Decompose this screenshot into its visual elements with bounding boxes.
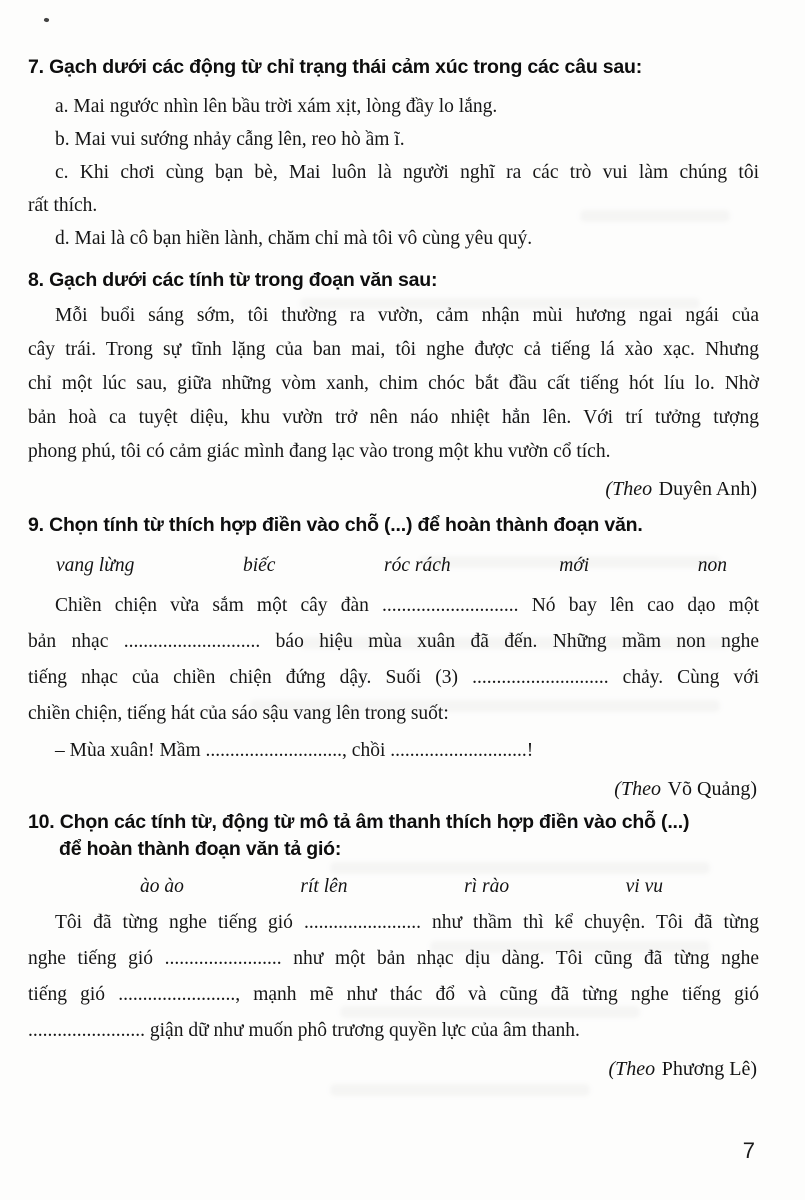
exercise-10-paragraph-line: Tôi đã từng nghe tiếng gió ........................ như thầm thì kể chuyện. Tôi đã từng bbox=[55, 912, 759, 933]
exercise-10-paragraph-line: nghe tiếng gió ........................ như một bản nhạc dịu dàng. Tôi cũng đã từng nghe bbox=[28, 948, 759, 969]
word-bank-option: non bbox=[697, 555, 727, 576]
word-bank bbox=[140, 873, 663, 901]
exercise-9 bbox=[28, 512, 759, 806]
word-bank-option: rì rào bbox=[464, 876, 510, 897]
attribution-theo-label: (Theo bbox=[605, 478, 653, 500]
exercise-9-paragraph-line: bản nhạc ............................ báo hiệu mùa xuân đã đến. Những mầm non nghe bbox=[28, 631, 759, 652]
exercise-7-item-c-line-1: c. Khi chơi cùng bạn bè, Mai luôn là người nghĩ ra các trò vui làm chúng tôi bbox=[55, 162, 759, 183]
word-bank bbox=[56, 552, 727, 580]
attribution-theo-label: (Theo bbox=[614, 778, 661, 800]
exercise-8-paragraph-line: phong phú, tôi có cảm giác mình đang lạc vào trong một khu vườn cổ tích. bbox=[28, 441, 611, 462]
word-bank-option: ào ào bbox=[140, 876, 184, 897]
exercise-7-heading: 7. Gạch dưới các động từ chỉ trạng thái cảm xúc trong các câu sau: bbox=[28, 56, 643, 78]
exercise-8-paragraph-line: cây trái. Trong sự tĩnh lặng của ban mai, tôi nghe được cả tiếng lá xào xạc. Nhưng bbox=[28, 339, 759, 360]
word-bank-option: vang lừng bbox=[56, 555, 135, 576]
exercise-7-item-c-line-2: rất thích. bbox=[28, 195, 98, 216]
exercise-7 bbox=[28, 54, 759, 255]
attribution-author-name: Võ Quảng) bbox=[667, 778, 757, 800]
attribution-duyen-anh bbox=[28, 472, 757, 506]
exercise-8-paragraph-line: Mỗi buổi sáng sớm, tôi thường ra vườn, cảm nhận mùi hương ngai ngái của bbox=[55, 305, 759, 326]
exercise-10-heading-line-2: để hoàn thành đoạn văn tả gió: bbox=[59, 838, 342, 860]
word-bank-option: róc rách bbox=[384, 555, 451, 576]
exercise-8-paragraph-line: chỉ một lúc sau, giữa những vòm xanh, chim chóc bắt đầu cất tiếng hót líu lo. Nhờ bbox=[28, 373, 759, 394]
exercise-10 bbox=[28, 809, 759, 1086]
exercise-8-heading: 8. Gạch dưới các tính từ trong đoạn văn sau: bbox=[28, 269, 438, 291]
word-bank-option: mới bbox=[559, 555, 590, 576]
attribution-vo-quang bbox=[28, 772, 757, 806]
attribution-author-name: Duyên Anh) bbox=[658, 478, 757, 500]
word-bank-option: vi vu bbox=[625, 876, 663, 897]
page-number: 7 bbox=[742, 1138, 755, 1163]
exercise-8-paragraph-line: bản hoà ca tuyệt diệu, khu vườn trở nên náo nhiệt hẳn lên. Với trí tưởng tượng bbox=[28, 407, 759, 428]
word-bank-option: biếc bbox=[242, 555, 276, 576]
exercise-7-item-b: b. Mai vui sướng nhảy cẫng lên, reo hò ầm ĩ. bbox=[55, 129, 405, 150]
exercise-9-heading: 9. Chọn tính từ thích hợp điền vào chỗ (...) để hoàn thành đoạn văn. bbox=[28, 514, 643, 536]
exercise-10-heading bbox=[28, 809, 759, 863]
exercise-10-paragraph-line: tiếng gió ........................, mạnh mẽ như thác đổ và cũng đã từng nghe tiếng gió bbox=[28, 984, 759, 1005]
page-content bbox=[28, 0, 759, 1089]
word-bank-option: rít lên bbox=[300, 876, 348, 897]
exercise-9-paragraph-line: chiền chiện, tiếng hát của sáo sậu vang lên trong suốt: bbox=[28, 703, 449, 724]
exercise-8 bbox=[28, 267, 759, 506]
exercise-10-heading-line-1: 10. Chọn các tính từ, động từ mô tả âm thanh thích hợp điền vào chỗ (...) bbox=[28, 811, 690, 833]
exercise-9-paragraph-line: Chiền chiện vừa sắm một cây đàn ............................ Nó bay lên cao dạo một bbox=[55, 595, 759, 616]
exercise-9-paragraph-line: tiếng nhạc của chiền chiện đứng dậy. Suối (3) ............................ chảy. Cùng với bbox=[28, 667, 759, 688]
exercise-7-item-d: d. Mai là cô bạn hiền lành, chăm chỉ mà tôi vô cùng yêu quý. bbox=[55, 228, 533, 249]
exercise-7-item-a: a. Mai ngước nhìn lên bầu trời xám xịt, lòng đầy lo lắng. bbox=[55, 96, 498, 117]
attribution-author-name: Phương Lê) bbox=[661, 1058, 757, 1080]
exercise-9-dialogue-line: – Mùa xuân! Mầm ............................, chồi ............................! bbox=[55, 740, 534, 761]
attribution-phuong-le bbox=[28, 1052, 757, 1086]
attribution-theo-label: (Theo bbox=[608, 1058, 656, 1080]
exercise-10-paragraph-line: ........................ giận dữ như muốn phô trương quyền lực của âm thanh. bbox=[28, 1020, 580, 1041]
